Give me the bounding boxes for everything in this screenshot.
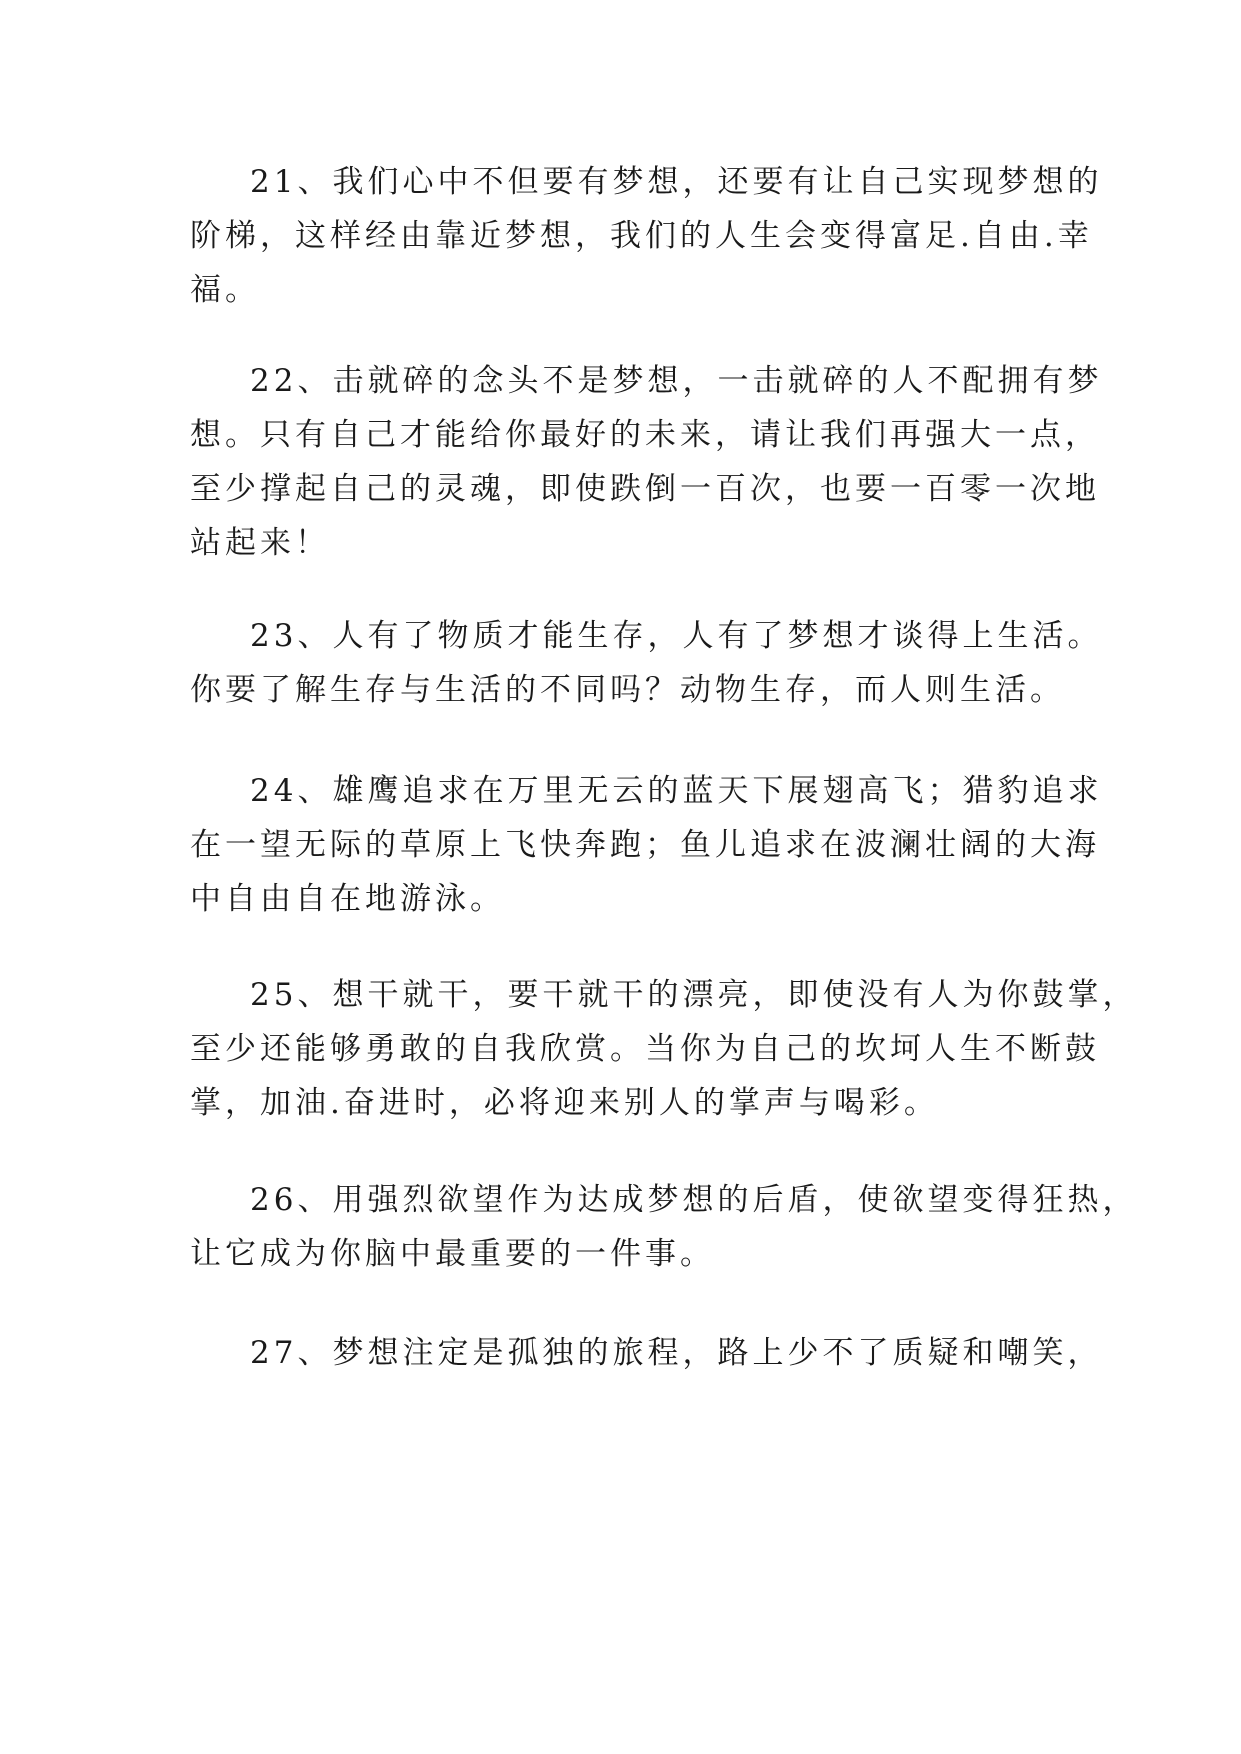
paragraph-line: 在一望无际的草原上飞快奔跑；鱼儿追求在波澜壮阔的大海 [190,827,1100,863]
paragraph-line: 掌，加油.奋进时，必将迎来别人的掌声与喝彩。 [190,1085,939,1121]
paragraph-line: 你要了解生存与生活的不同吗？动物生存，而人则生活。 [190,672,1065,708]
paragraph-25 [190,968,1138,1130]
paragraph-line: 阶梯，这样经由靠近梦想，我们的人生会变得富足.自由.幸 [190,218,1093,254]
paragraph-line: 福。 [190,272,260,308]
paragraph-line: 想。只有自己才能给你最好的未来，请让我们再强大一点， [190,417,1100,453]
paragraph-line: 至少还能够勇敢的自我欣赏。当你为自己的坎坷人生不断鼓 [190,1031,1100,1067]
paragraph-24 [190,764,1103,926]
paragraph-line: 至少撑起自己的灵魂，即使跌倒一百次，也要一百零一次地 [190,471,1100,507]
paragraph-line: 23、人有了物质才能生存，人有了梦想才谈得上生活。 [250,618,1103,654]
paragraph-26 [190,1173,1138,1281]
paragraph-line: 22、击就碎的念头不是梦想，一击就碎的人不配拥有梦 [250,363,1103,399]
paragraph-line: 26、用强烈欲望作为达成梦想的后盾，使欲望变得狂热， [250,1182,1138,1218]
paragraph-23 [190,609,1103,717]
paragraph-line: 中自由自在地游泳。 [190,881,505,917]
paragraph-line: 21、我们心中不但要有梦想，还要有让自己实现梦想的 [250,164,1103,200]
paragraph-line: 24、雄鹰追求在万里无云的蓝天下展翅高飞；猎豹追求 [250,773,1103,809]
paragraph-27 [190,1326,1103,1380]
paragraph-line: 让它成为你脑中最重要的一件事。 [190,1236,715,1272]
paragraph-line: 27、梦想注定是孤独的旅程，路上少不了质疑和嘲笑， [250,1335,1103,1371]
paragraph-21 [190,155,1103,317]
paragraph-22 [190,354,1103,570]
paragraph-line: 25、想干就干，要干就干的漂亮，即使没有人为你鼓掌， [250,977,1138,1013]
paragraph-line: 站起来！ [190,525,330,561]
